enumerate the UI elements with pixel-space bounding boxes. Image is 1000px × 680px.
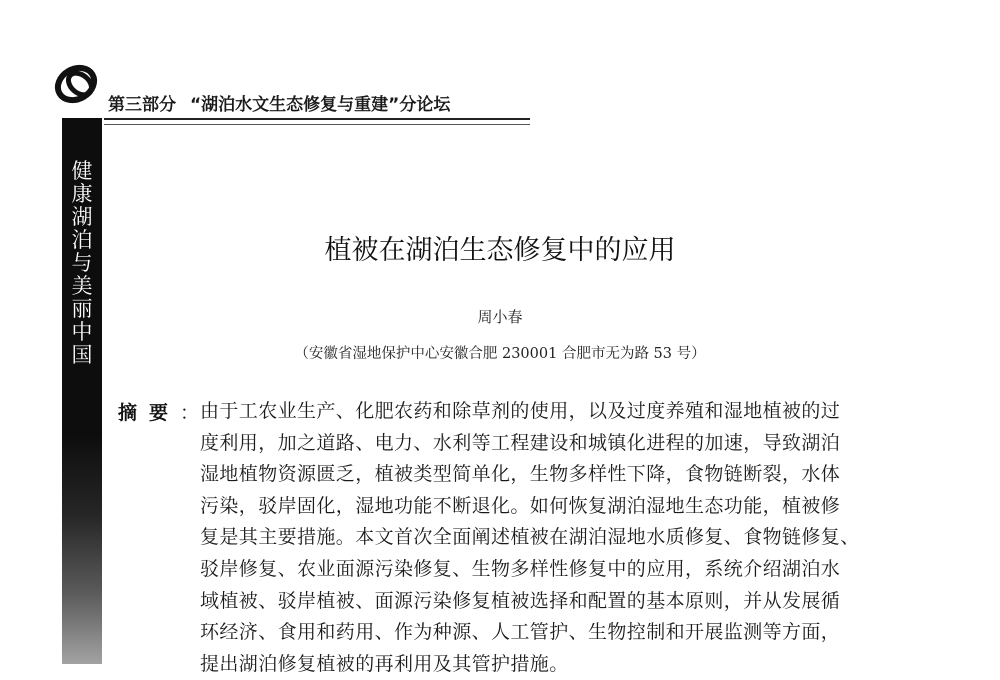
abstract-label: 摘要 xyxy=(118,402,181,424)
article-title: 植被在湖泊生态修复中的应用 xyxy=(324,235,676,266)
sidebar-char: 美 xyxy=(71,274,93,298)
sidebar-char: 湖 xyxy=(71,205,93,229)
sidebar-char: 康 xyxy=(71,182,93,206)
sidebar-char: 泊 xyxy=(71,228,93,252)
article-affiliation: （安徽省湿地保护中心安徽合肥 230001 合肥市无为路 53 号） xyxy=(294,346,706,362)
abstract-line: 复是其主要措施。本文首次全面阐述植被在湖泊湿地水质修复、食物链修复、 xyxy=(200,526,860,549)
sidebar-char: 丽 xyxy=(71,297,93,321)
sidebar-char: 健 xyxy=(71,159,93,183)
header-rule-thin xyxy=(104,124,530,125)
header-forum-title: “湖泊水文生态修复与重建”分论坛 xyxy=(190,95,451,115)
abstract-line: 提出湖泊修复植被的再利用及其管护措施。 xyxy=(200,652,569,675)
sidebar-char: 国 xyxy=(71,343,93,367)
article-author: 周小春 xyxy=(477,308,523,326)
abstract-colon: ： xyxy=(180,402,200,424)
sidebar-char: 与 xyxy=(71,251,93,275)
section-logo-icon xyxy=(52,60,104,108)
abstract-line: 由于工农业生产、化肥农药和除草剂的使用，以及过度养殖和湿地植被的过 xyxy=(200,400,841,422)
abstract-line: 湿地植物资源匮乏，植被类型简单化，生物多样性下降，食物链断裂，水体 xyxy=(200,463,841,486)
abstract-line: 度利用，加之道路、电力、水利等工程建设和城镇化进程的加速，导致湖泊 xyxy=(200,431,841,454)
abstract-line: 驳岸修复、农业面源污染修复、生物多样性修复中的应用，系统介绍湖泊水 xyxy=(200,557,841,580)
abstract-body xyxy=(200,396,890,680)
sidebar-vertical-text xyxy=(62,160,102,367)
abstract-line: 污染，驳岸固化，湿地功能不断退化。如何恢复湖泊湿地生态功能，植被修 xyxy=(200,494,841,517)
header-rule-thick xyxy=(104,118,530,120)
abstract-line: 环经济、食用和药用、作为种源、人工管护、生物控制和开展监测等方面， xyxy=(200,621,841,644)
abstract-line: 域植被、驳岸植被、面源污染修复植被选择和配置的基本原则，并从发展循 xyxy=(200,589,841,612)
running-header xyxy=(108,90,450,115)
header-part-label: 第三部分 xyxy=(108,95,176,115)
sidebar-char: 中 xyxy=(71,320,93,344)
